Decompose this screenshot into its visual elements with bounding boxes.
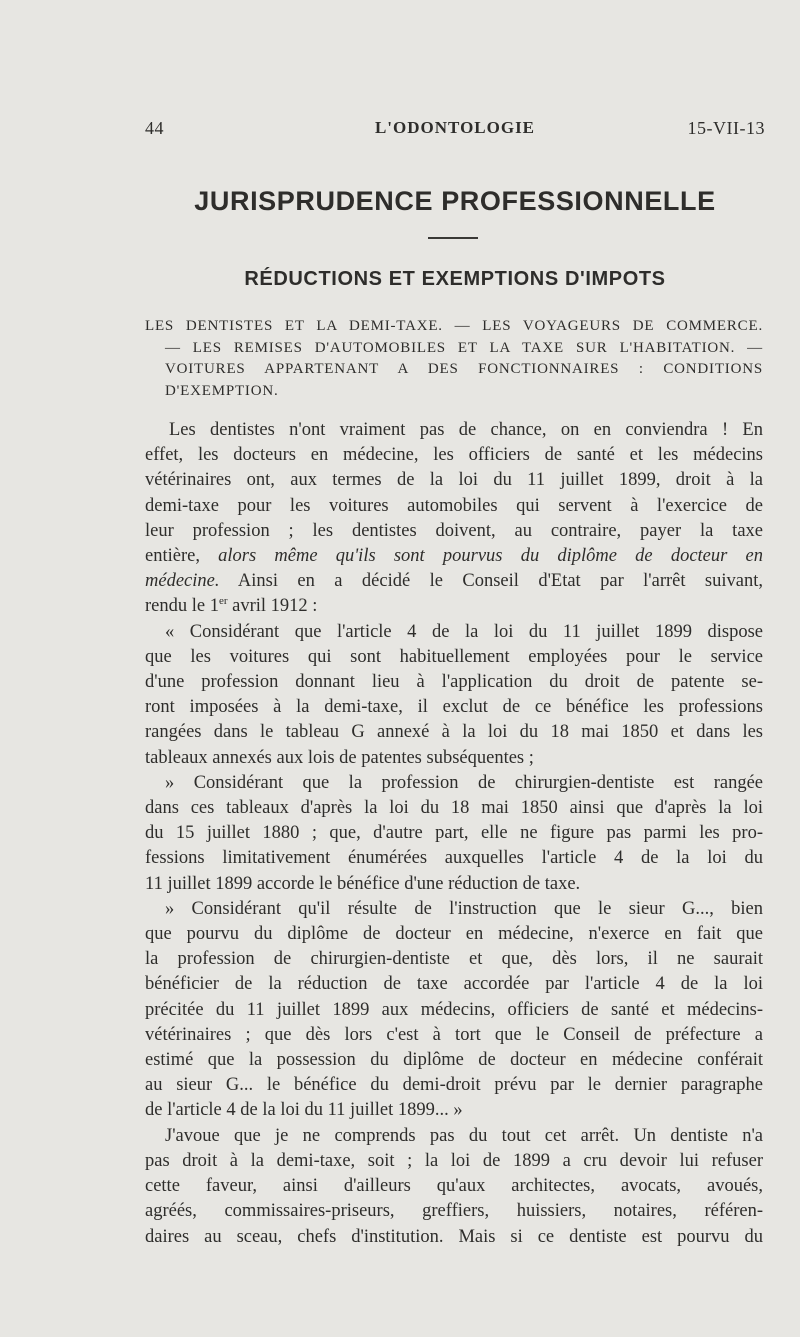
body-line: tableaux annexés aux lois de patentes subséquentes ; [145,747,534,768]
body-text: Ainsi en a décidé le Conseil d'Etat par l'arrêt suivant, [237,571,763,592]
body-line: la profession de chirurgien-dentiste et que, dès lors, il ne saurait [145,949,763,970]
body-line: estimé que la possession du diplôme de docteur en médecine conférait [145,1050,763,1071]
body-line: 11 juillet 1899 accorde le bénéfice d'une réduction de taxe. [145,873,581,894]
body-text: avril 1912 : [232,596,318,617]
body-line: de l'article 4 de la loi du 11 juillet 1899... » [145,1100,463,1121]
body-line: précitée du 11 juillet 1899 aux médecins, officiers de santé et médecins- [145,999,763,1020]
running-header [145,118,765,144]
body-line: bénéficier de la réduction de taxe accordée par l'article 4 de la loi [145,974,763,995]
body-line [145,569,763,594]
body-line: vétérinaires ont, aux termes de la loi du 11 juillet 1899, droit à la [145,470,763,491]
page-title: JURISPRUDENCE PROFESSIONNELLE [194,186,716,216]
body-line: J'avoue que je ne comprends pas du tout cet arrêt. Un dentiste n'a [165,1125,763,1146]
section-summary [145,316,763,402]
body-line: ront imposées à la demi-taxe, il exclut de ce bénéfice les professions [145,697,763,718]
body-line: du 15 juillet 1880 ; que, d'autre part, elle ne figure pas parmi les pro- [145,823,763,844]
body-line: » Considérant qu'il résulte de l'instruction que le sieur G..., bien [165,898,763,919]
body-text: rendu le 1 [145,596,219,617]
body-line: » Considérant que la profession de chirurgien-dentiste est rangée [165,772,763,793]
summary-line: VOITURES APPARTENANT A DES FONCTIONNAIRES : CONDITIONS [165,361,763,377]
body-line: Les dentistes n'ont vraiment pas de chance, on en conviendra ! En [169,420,763,440]
italic-text: alors même qu'ils sont pourvus du diplôme de docteur en [218,546,764,567]
body-line: effet, les docteurs en médecine, les officiers de santé et les médecins [145,445,763,466]
body-line: daires au sceau, chefs d'institution. Mais si ce dentiste est pourvu du [145,1226,763,1247]
body-line: d'une profession donnant lieu à l'application du droit de patente se- [145,672,763,693]
summary-line: — LES REMISES D'AUTOMOBILES ET LA TAXE SUR L'HABITATION. — [165,339,763,356]
issue-date: 15-VII-13 [687,118,765,138]
body-line: « Considérant que l'article 4 de la loi du 11 juillet 1899 dispose [165,621,763,642]
ordinal-superscript: er [218,595,228,608]
article-body [145,418,763,1250]
summary-line: D'EXEMPTION. [165,382,279,399]
body-line: agréés, commissaires-priseurs, greffiers, huissiers, notaires, référen- [145,1201,763,1222]
body-line: que les voitures qui sont habituellement employées pour le service [145,646,763,667]
body-line: cette faveur, ainsi d'ailleurs qu'aux architectes, avocats, avoués, [145,1176,763,1197]
body-line: que pourvu du diplôme de docteur en médecine, n'exerce en fait que [145,924,763,945]
journal-title: L'ODONTOLOGIE [374,118,536,137]
italic-text: médecine. [145,571,220,592]
body-line: pas droit à la demi-taxe, soit ; la loi de 1899 a cru devoir lui refuser [145,1150,763,1171]
body-line: fessions limitativement énumérées auxquelles l'article 4 de la loi du [145,848,763,869]
body-line: demi-taxe pour les voitures automobiles qui servent à l'exercice de [145,495,763,516]
body-text: entière, [145,546,200,567]
body-line: leur profession ; les dentistes doivent, au contraire, payer la taxe [145,520,763,541]
page-number: 44 [145,118,164,138]
section-title: RÉDUCTIONS ET EXEMPTIONS D'IMPOTS [244,268,666,290]
body-line: dans ces tableaux d'après la loi du 18 mai 1850 ainsi que d'après la loi [145,798,763,819]
body-line: rangées dans le tableau G annexé à la loi du 18 mai 1850 et dans les [145,722,763,743]
title-rule [428,237,478,239]
body-line [145,544,763,569]
summary-line: LES DENTISTES ET LA DEMI-TAXE. — LES VOYAGEURS DE COMMERCE. [145,318,763,334]
body-line [145,594,763,619]
body-line: vétérinaires ; que dès lors c'est à tort que le Conseil de préfecture a [145,1024,763,1045]
body-line: au sieur G... le bénéfice du demi-droit prévu par le dernier paragraphe [145,1075,763,1096]
